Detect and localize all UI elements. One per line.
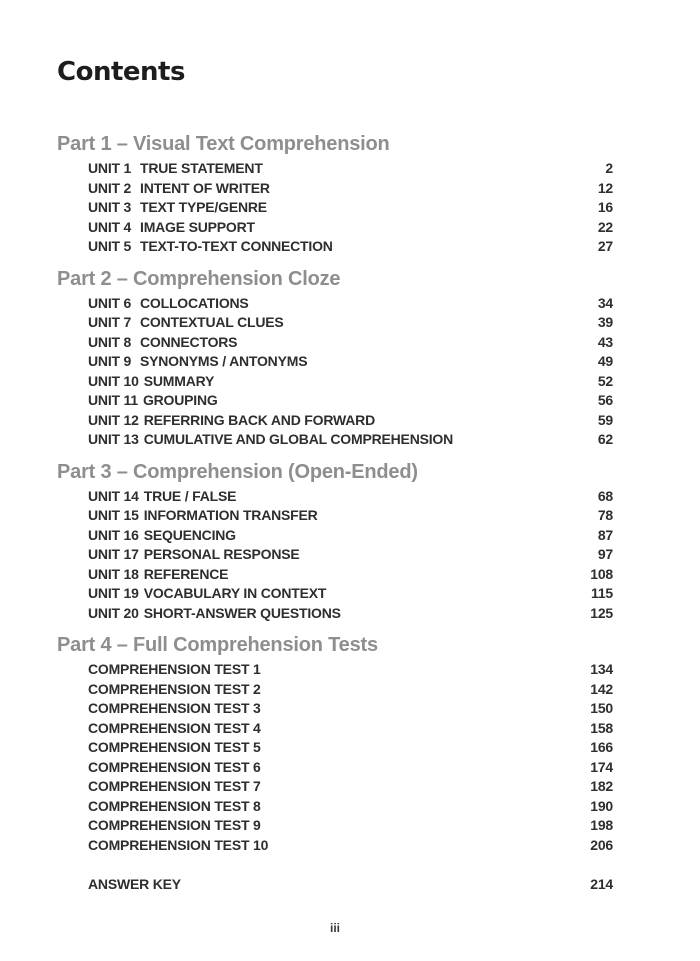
toc-entry-text [88,237,333,257]
toc-entry-text [88,816,261,836]
toc-entry [88,352,613,372]
toc-entry-text [88,604,341,624]
toc-entry [88,816,613,836]
entry-title: COMPREHENSION TEST 7 [88,778,261,794]
entry-title: ANSWER KEY [88,876,181,892]
unit-label: UNIT 7 [88,314,132,330]
entry-title: INTENT OF WRITER [140,179,270,196]
entry-page-number: 87 [597,526,613,543]
toc-part [57,268,613,450]
toc-entry-text [88,777,261,797]
toc-entry [88,218,613,238]
unit-label: UNIT 4 [88,218,132,235]
toc-entry-text [88,565,228,585]
entry-page-number: 198 [590,817,613,833]
toc-entry-text [88,218,255,238]
entry-title: REFERRING BACK AND FORWARD [143,411,375,428]
toc-entry [88,545,613,565]
toc-entry-text [88,738,261,758]
entry-title: COMPREHENSION TEST 6 [88,758,261,775]
entry-title: INFORMATION TRANSFER [143,507,318,523]
unit-label: UNIT 13 [88,431,139,447]
toc-entry [88,604,613,624]
entry-page-number: 142 [590,680,613,697]
toc-entry [88,777,613,797]
unit-label: UNIT 20 [88,604,139,621]
entry-page-number: 12 [597,179,613,196]
toc-rows [88,294,613,450]
part-heading: Part 3 – Comprehension (Open-Ended) [57,460,418,483]
toc-entry [88,294,613,314]
toc-entry [88,313,613,333]
toc-entry-text [88,198,267,218]
entry-title: REFERENCE [143,565,229,582]
entry-page-number: 68 [597,487,613,504]
unit-label: UNIT 8 [88,333,132,350]
entry-page-number: 16 [597,199,613,215]
entry-title: COMPREHENSION TEST 10 [88,836,269,853]
toc-entry [88,179,613,199]
toc-entry [88,526,613,546]
toc-entry-text [88,699,261,719]
entry-title: TEXT-TO-TEXT CONNECTION [140,238,333,254]
toc-rows [88,159,613,257]
entry-page-number: 59 [597,411,613,428]
toc-entry [88,565,613,585]
toc-entry [88,391,613,411]
unit-label: UNIT 19 [88,585,139,601]
toc-entry-text [88,430,453,450]
entry-page-number: 182 [590,778,613,794]
entry-page-number: 190 [590,797,613,814]
entry-title: SEQUENCING [143,526,236,543]
toc-entry [88,198,613,218]
unit-label: UNIT 15 [88,507,139,523]
toc-parts [57,133,613,855]
answer-key-row [88,875,613,895]
entry-title: TRUE STATEMENT [140,160,263,176]
toc-entry [88,411,613,431]
entry-page-number: 214 [590,876,613,892]
entry-page-number: 22 [597,218,613,235]
toc-entry [88,660,613,680]
toc-entry-text [88,391,218,411]
entry-title: CONTEXTUAL CLUES [140,314,284,330]
toc-part [57,461,613,624]
unit-label: UNIT 9 [88,353,132,369]
entry-title: GROUPING [142,392,218,408]
entry-title: COMPREHENSION TEST 8 [88,797,261,814]
unit-label: UNIT 17 [88,546,139,562]
toc-entry-text [88,680,261,700]
toc-entry [88,506,613,526]
toc-entry-text [88,758,261,778]
footer-page-number: iii [329,920,340,935]
entry-page-number: 115 [591,585,613,601]
toc-entry-text [88,159,263,179]
entry-title: COMPREHENSION TEST 2 [88,680,261,697]
unit-label: UNIT 10 [88,372,139,389]
entry-page-number: 56 [597,392,613,408]
entry-title: IMAGE SUPPORT [140,218,255,235]
entry-title: CUMULATIVE AND GLOBAL COMPREHENSION [143,431,454,447]
entry-page-number: 134 [590,661,613,677]
toc-entry-text [88,584,326,604]
entry-page-number: 150 [590,700,613,716]
unit-label: UNIT 14 [88,487,139,504]
entry-page-number: 174 [590,758,613,775]
unit-label: UNIT 3 [88,199,132,215]
entry-title: COMPREHENSION TEST 4 [88,719,261,736]
unit-label: UNIT 16 [88,526,139,543]
toc-entry [88,584,613,604]
entry-title: COMPREHENSION TEST 5 [88,739,261,755]
unit-label: UNIT 18 [88,565,139,582]
entry-page-number: 27 [597,238,613,254]
toc-entry-text [88,660,261,680]
unit-label: UNIT 11 [88,392,138,408]
toc-rows [88,660,613,855]
toc-entry-text [88,797,261,817]
toc-entry [88,237,613,257]
toc-rows [88,487,613,624]
entry-title: PERSONAL RESPONSE [143,546,300,562]
toc-entry [88,372,613,392]
toc-entry-text [88,506,318,526]
entry-page-number: 166 [590,739,613,755]
unit-label: UNIT 1 [88,160,132,176]
entry-page-number: 97 [597,546,613,562]
part-heading: Part 2 – Comprehension Cloze [57,267,341,290]
toc-entry [88,738,613,758]
toc-entry [88,797,613,817]
toc-entry [88,680,613,700]
toc-entry-text [88,411,375,431]
toc-entry-text [88,179,270,199]
entry-page-number: 206 [590,836,613,853]
toc-entry [88,719,613,739]
entry-page-number: 125 [590,604,613,621]
toc-part [57,634,613,855]
entry-title: SHORT-ANSWER QUESTIONS [143,604,341,621]
toc-entry-text [88,352,307,372]
page-title: Contents [57,57,185,87]
toc-entry [88,836,613,856]
toc-entry-text [88,836,268,856]
entry-page-number: 49 [597,353,613,369]
toc-entry [88,487,613,507]
entry-page-number: 78 [597,507,613,523]
entry-title: COMPREHENSION TEST 1 [88,661,261,677]
entry-title: TRUE / FALSE [143,487,237,504]
entry-page-number: 52 [597,372,613,389]
toc-entry [88,159,613,179]
toc-entry [88,333,613,353]
unit-label: UNIT 2 [88,179,132,196]
entry-page-number: 2 [605,160,613,176]
entry-page-number: 34 [597,294,613,311]
entry-page-number: 108 [590,565,613,582]
toc-entry-text [88,719,261,739]
entry-title: SYNONYMS / ANTONYMS [140,353,308,369]
entry-title: TEXT TYPE/GENRE [140,199,267,215]
unit-label: UNIT 6 [88,294,132,311]
entry-title: COMPREHENSION TEST 9 [88,817,261,833]
unit-label: UNIT 12 [88,411,139,428]
entry-title: SUMMARY [143,372,215,389]
entry-page-number: 43 [597,333,613,350]
toc-entry-text [88,526,236,546]
toc-entry-text [88,294,249,314]
toc-entry-text [88,313,284,333]
entry-title: VOCABULARY IN CONTEXT [143,585,327,601]
entry-title: CONNECTORS [140,333,238,350]
toc-entry-text [88,487,236,507]
toc-entry [88,699,613,719]
toc-entry-text [88,372,214,392]
unit-label: UNIT 5 [88,238,132,254]
part-heading: Part 4 – Full Comprehension Tests [57,634,378,656]
toc-entry-text [88,333,237,353]
entry-page-number: 62 [597,431,613,447]
entry-title: COMPREHENSION TEST 3 [88,700,261,716]
toc-entry [88,758,613,778]
toc-part [57,133,613,257]
part-heading: Part 1 – Visual Text Comprehension [57,133,390,155]
entry-page-number: 39 [597,314,613,330]
answer-key-text [88,875,181,895]
toc-entry-text [88,545,300,565]
toc-entry [88,430,613,450]
entry-title: COLLOCATIONS [140,294,249,311]
entry-page-number: 158 [590,719,613,736]
